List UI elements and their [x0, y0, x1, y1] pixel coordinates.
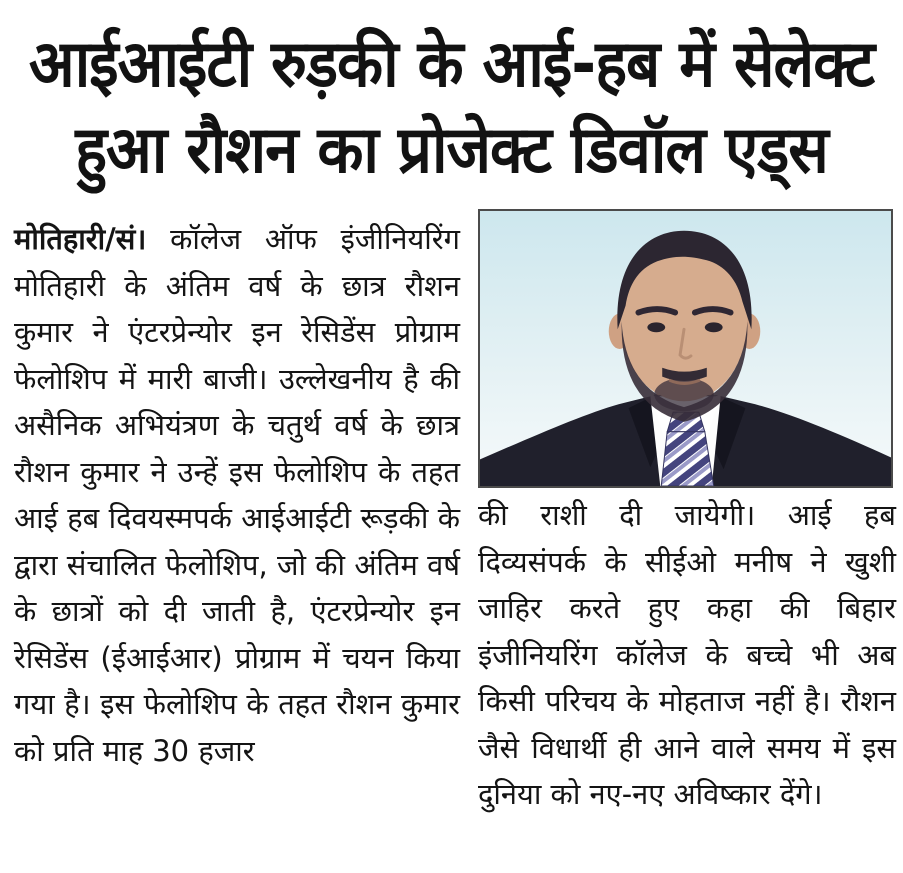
- body-column-left: [14, 216, 460, 873]
- eye-left: [647, 322, 665, 332]
- dateline: मोतिहारी/सं।: [14, 222, 147, 256]
- left-column-text: कॉलेज ऑफ इंजीनियरिंग मोतिहारी के अंतिम वर्ष के छात्र रौशन कुमार ने एंटरप्रेन्योर इन रेसिडेंस प्रोग्राम फेलोशिप में मारी बाजी। उल्लेखनीय है की असैनिक अभियंत्रण के चतुर्थ वर्ष के छात्र रौशन कुमार ने उन्हें इस फेलोशिप के तहत आई हब दिवयस्मपर्क आईआईटी रूड़की के द्वारा संचालित फेलोशिप, जो की अंतिम वर्ष के छात्रों को दी जाती है, एंटरप्रेन्योर इन रेसिडेंस (ईआईआर) प्रोग्राम में चयन किया गया है। इस फेलोशिप के तहत रौशन कुमार को प्रति माह 30 हजार: [14, 222, 460, 768]
- portrait-illustration: [480, 211, 891, 486]
- portrait-photo: [478, 209, 893, 488]
- tie-blade: [661, 432, 713, 486]
- body-column-right: [478, 492, 896, 873]
- eye-right: [705, 322, 723, 332]
- eyebrow-right: [695, 309, 731, 312]
- eyebrow-left: [638, 309, 675, 312]
- headline-line-2: हुआ रौशन का प्रोजेक्ट डिवॉल एड्स: [75, 112, 828, 189]
- article-headline: [0, 18, 903, 190]
- headline-line-1: आईआईटी रुड़की के आई-हब में सेलेक्ट: [28, 26, 875, 103]
- right-column-text: की राशी दी जायेगी। आई हब दिव्यसंपर्क के सीईओ मनीष ने खुशी जाहिर करते हुए कहा की बिहार इंजीनियरिंग कॉलेज के बच्चे भी अब किसी परिचय के मोहताज नहीं है। रौशन जैसे विधार्थी ही आने वाले समय में इस दुनिया को नए-नए अविष्कार देंगे।: [478, 498, 896, 811]
